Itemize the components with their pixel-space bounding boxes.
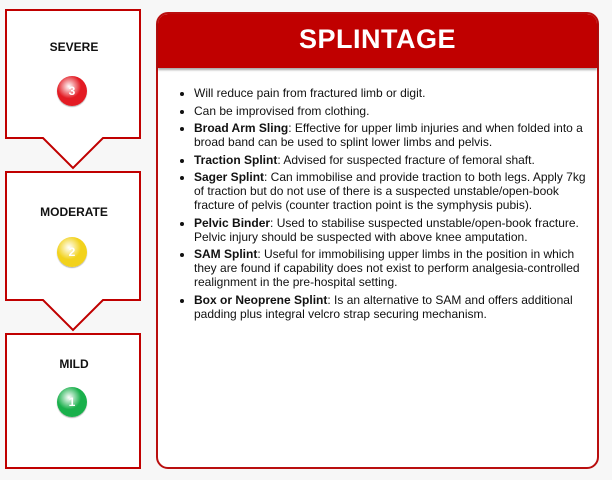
severity-badge-mild: 1 (57, 387, 87, 417)
bullet-term: Pelvic Binder (194, 215, 271, 230)
bullet-text: : Can immobilise and provide traction to both legs. Apply 7kg of traction but do not use of there is a suspected unstable/open-book fracture of pelvis (counter traction point is the symphysis pubis). (194, 170, 586, 212)
bullet-text: : Useful for immobilising upper limbs in the position in which they are found if capability does not exist to perform analgesia-controlled realignment in the pre-hospital setting. (194, 247, 580, 289)
bullet-item (194, 247, 593, 289)
bullet-item (194, 86, 593, 100)
bullet-term: Traction Splint (194, 152, 278, 167)
bullet-item (194, 170, 593, 212)
severity-badge-severe: 3 (57, 76, 87, 106)
splintage-bullet-list (168, 86, 593, 324)
severity-label-moderate: MODERATE (40, 205, 108, 219)
bullet-term: SAM Splint (194, 247, 258, 261)
severity-label-severe: SEVERE (49, 40, 99, 54)
bullet-term: Broad Arm Sling (194, 121, 289, 135)
bullet-text: : Is an alternative to SAM and offers additional padding plus integral velcro strap securing mechanism. (194, 292, 573, 321)
bullet-term: Box or Neoprene Splint (194, 292, 328, 307)
bullet-text: : Effective for upper limb injuries and when folded into a broad band can be used to splint lower limbs and pelvis. (194, 121, 583, 149)
panel-title: SPLINTAGE (298, 24, 456, 54)
bullet-item (194, 121, 593, 149)
bullet-item (194, 153, 593, 167)
panel-header (158, 14, 597, 68)
bullet-item (194, 104, 593, 118)
bullet-text: Can be improvised from clothing. (194, 103, 370, 118)
bullet-text: : Advised for suspected fracture of femoral shaft. (277, 152, 535, 167)
bullet-item (194, 293, 593, 321)
bullet-term: Sager Splint (194, 170, 265, 184)
bullet-text: Will reduce pain from fractured limb or digit. (194, 86, 426, 100)
splintage-panel (156, 12, 599, 469)
bullet-text: : Used to stabilise suspected unstable/open-book fracture. Pelvic injury should be suspected with above knee amputation. (194, 215, 579, 244)
severity-badge-moderate: 2 (57, 237, 87, 267)
bullet-item (194, 216, 593, 244)
severity-label-mild: MILD (59, 357, 89, 371)
